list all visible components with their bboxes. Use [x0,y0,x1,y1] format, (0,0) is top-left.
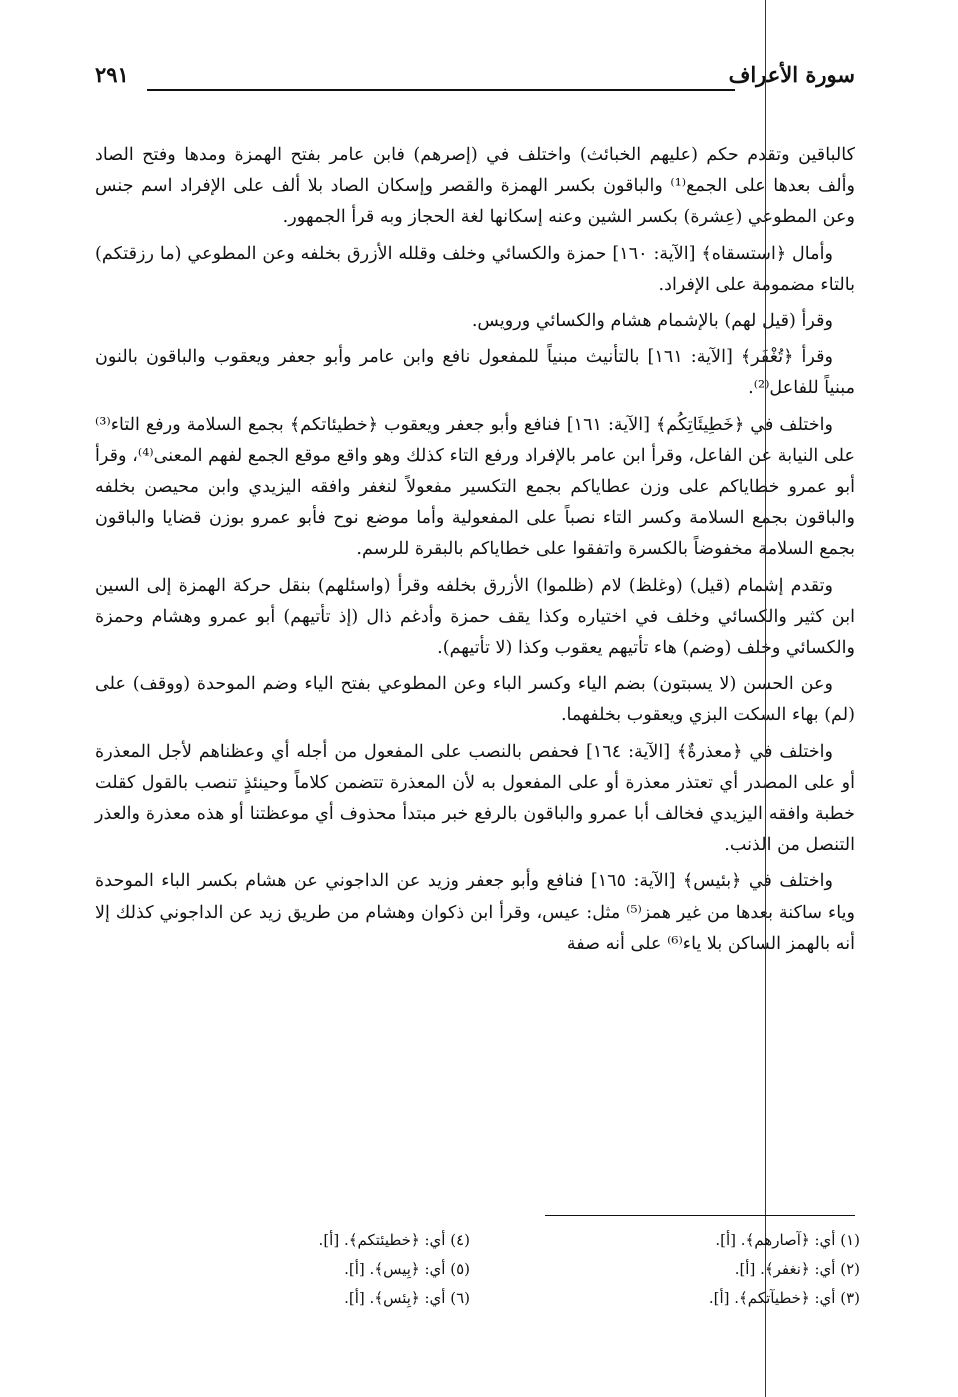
footnote: (٢) أي: ﴿نغفر﴾. [أ]. [734,1260,860,1278]
footnotes-left-column [225,1226,470,1313]
footnotes-right-column [600,1226,860,1313]
footnote: (٤) أي: ﴿خطيئتكم﴾. [أ]. [318,1231,470,1249]
footnote: (٦) أي: ﴿بِئس﴾. [أ]. [344,1289,470,1307]
footnote: (٣) أي: ﴿خطيآتكم﴾. [أ]. [708,1289,860,1307]
page-header [95,62,855,96]
paragraph: وقرأ ﴿تُغْفَر﴾ [الآية: ١٦١] بالتأنيث مبنياً للمفعول نافع وابن عامر وأبو جعفر ويعقوب والباقون بالنون مبنياً للفاعل⁽²⁾. [95,347,855,399]
header-rule [147,89,735,91]
surah-title: سورة الأعراف [728,62,855,87]
page-number: ٢٩١ [95,62,129,87]
paragraph: وقرأ (قيل لهم) بالإشمام هشام والكسائي ورويس. [471,311,833,332]
paragraph: واختلف في ﴿معذرةٌ﴾ [الآية: ١٦٤] فحفص بالنصب على المفعول من أجله أي وعظناهم لأجل المعذرة أو على المصدر أي تعتذر معذرة أو على المفعول به لأن المعذرة تتضمن كلاماً وحينئذٍ تنصب بالقول كقلت خطبة وافقه اليزيدي فخالف أبا عمرو والباقون بالرفع خبر مبتدأ محذوف أي موعظتنا أو هذه معذرة والعذر التنصل من الذنب. [95,741,855,856]
footnote-rule [545,1215,855,1216]
paragraph: وعن الحسن (لا يسبتون) بضم الياء وكسر الباء وعن المطوعي بفتح الياء وضم الموحدة (ووقف) على (لم) بهاء السكت البزي ويعقوب بخلفهما. [95,674,855,726]
paragraph: واختلف في ﴿بئيس﴾ [الآية: ١٦٥] فنافع وأبو جعفر وزيد عن الداجوني عن هشام بكسر الباء الموحدة وياء ساكنة بعدها من غير همز⁽⁵⁾ مثل: عيس، وقرأ ابن ذكوان وهشام من طريق زيد عن الداجوني كذلك إلا أنه بالهمز الساكن بلا ياء⁽⁶⁾ على أنه صفة [95,871,855,954]
footnote: (٥) أي: ﴿بِيس﴾. [أ]. [344,1260,470,1278]
scan-fold-line [765,0,766,1397]
main-text [95,140,855,965]
paragraph: وتقدم إشمام (قيل) (وغلظ) لام (ظلموا) الأزرق بخلفه وقرأ (واسئلهم) بنقل حركة الهمزة إلى السين ابن كثير والكسائي وخلف في اختياره وكذا يقف حمزة وأدغم ذال (إذ تأتيهم) أبو عمرو وهشام وحمزة والكسائي وخلف (وضم) هاء تأتيهم يعقوب وكذا (لا تأتيهم). [95,575,855,659]
footnote: (١) أي: ﴿آصارهم﴾. [أ]. [715,1231,860,1249]
paragraph: كالباقين وتقدم حكم (عليهم الخبائث) واختلف في (إصرهم) فابن عامر بفتح الهمزة ومدها وفتح الصاد وألف بعدها على الجمع⁽¹⁾ والباقون بكسر الهمزة والقصر وإسكان الصاد بلا ألف على الإفراد اسم جنس وعن المطوعي (عِشرة) بكسر الشين وعنه إسكانها لغة الحجاز وبه قرأ الجمهور. [95,145,855,228]
paragraph: واختلف في ﴿خَطِيئَاتِكُم﴾ [الآية: ١٦١] فنافع وأبو جعفر ويعقوب ﴿خطيئاتكم﴾ بجمع السلامة ورفع التاء⁽³⁾ على النيابة عن الفاعل، وقرأ ابن عامر بالإفراد ورفع التاء كذلك وهو واقع موقع الجمع لفهم المعنى⁽⁴⁾، وقرأ أبو عمرو خطاياكم على وزن عطاياكم بجمع التكسير مفعولاً لنغفر وافقه اليزيدي وابن محيصن بخلفه والباقون بجمع السلامة وكسر التاء نصباً على المفعولية وأما موضع نوح فأبو عمرو بوزن قضايا والباقون بجمع السلامة مخفوضاً بالكسرة واتفقوا على خطاياكم بالبقرة للرسم. [95,414,855,560]
paragraph: وأمال ﴿استسقاه﴾ [الآية: ١٦٠] حمزة والكسائي وخلف وقلله الأزرق بخلفه وعن المطوعي (ما رزقتكم) بالتاء مضمومة على الإفراد. [95,243,855,295]
